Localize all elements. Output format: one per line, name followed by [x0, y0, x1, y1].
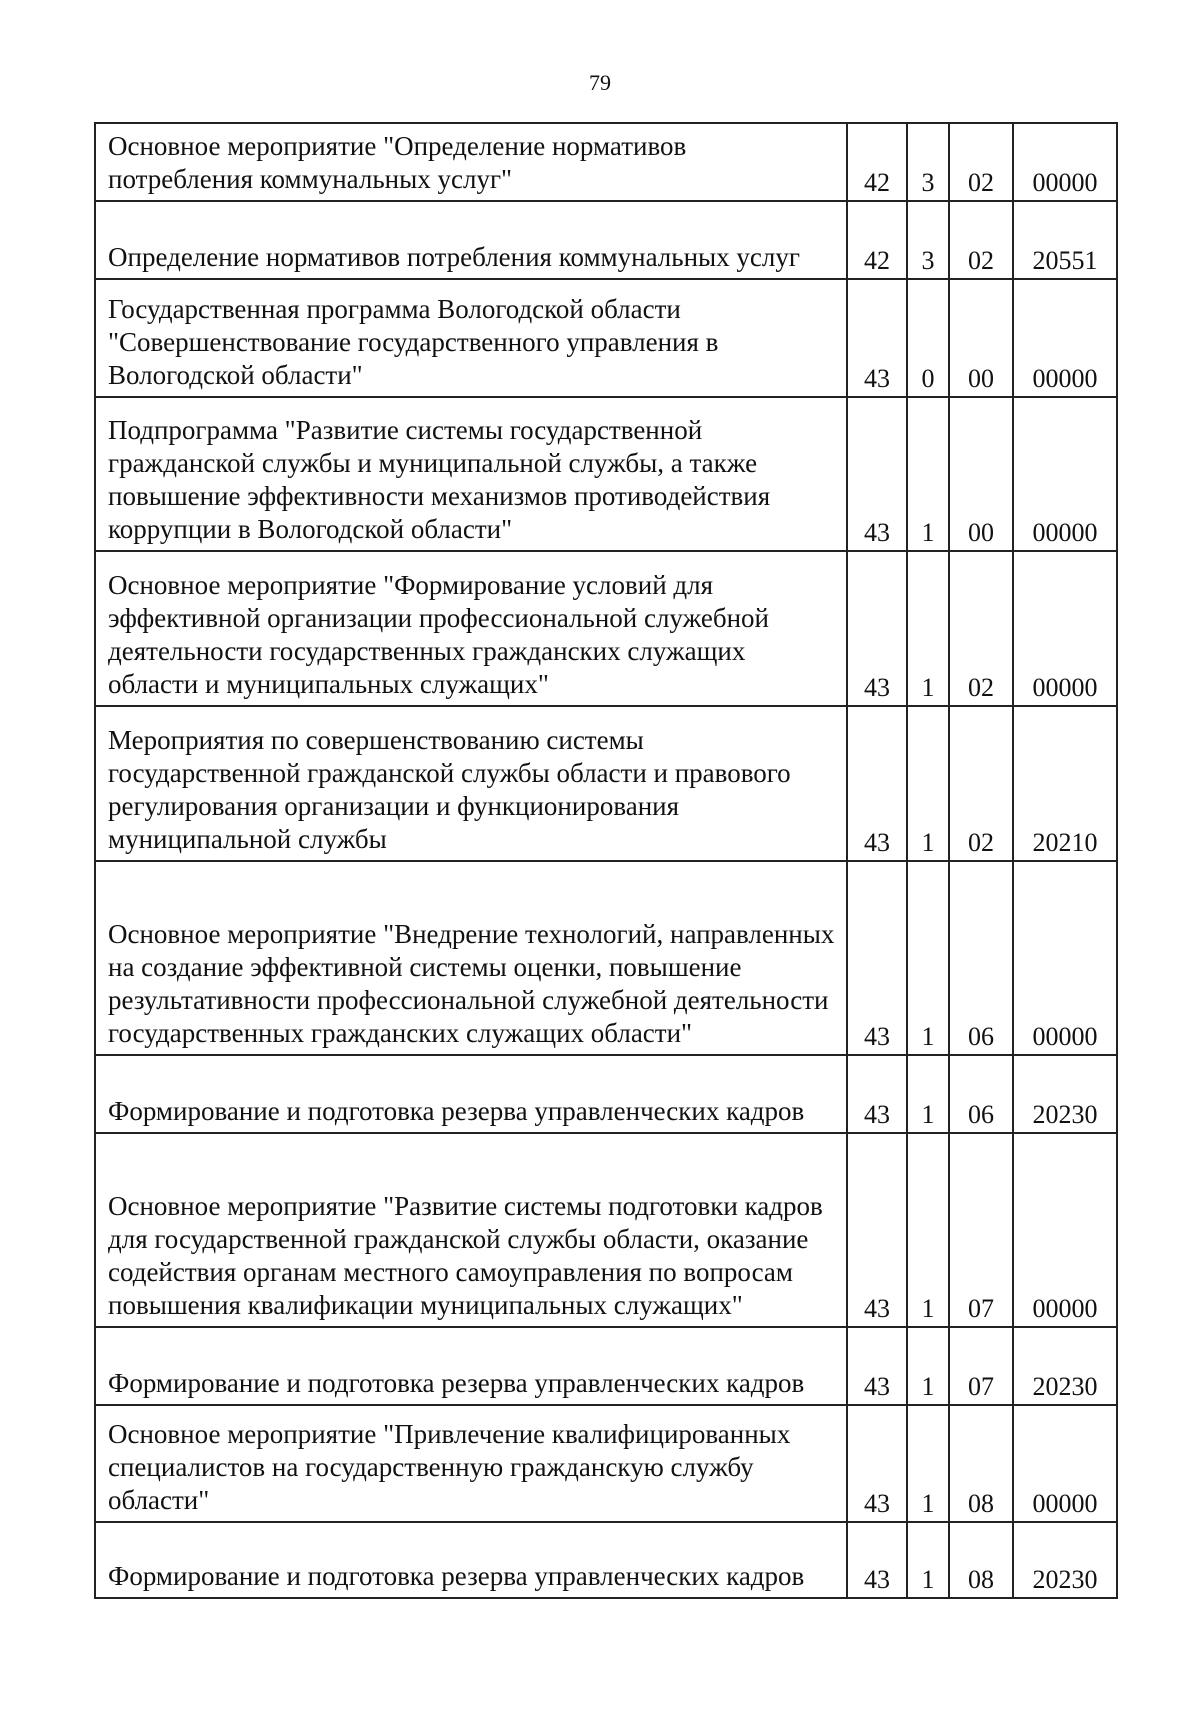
row-description: Основное мероприятие "Определение нормативов потребления коммунальных услуг" — [95, 123, 847, 201]
code-col-2: 1 — [907, 551, 949, 706]
code-col-1: 43 — [847, 279, 907, 397]
row-description: Подпрограмма "Развитие системы государственной гражданской службы и муниципальной службы, а также повышение эффективности механизмов противодействия коррупции в Вологодской области" — [95, 397, 847, 551]
page-number: 79 — [589, 70, 611, 95]
table-row — [95, 279, 1117, 397]
row-description: Основное мероприятие "Формирование условий для эффективной организации профессиональной служебной деятельности государственных гражданских служащих области и муниципальных служащих" — [95, 551, 847, 706]
table-row — [95, 551, 1117, 706]
table-row — [95, 706, 1117, 861]
code-col-2: 1 — [907, 706, 949, 861]
code-col-4: 00000 — [1013, 279, 1117, 397]
code-col-4: 20230 — [1013, 1055, 1117, 1133]
code-col-4: 00000 — [1013, 861, 1117, 1055]
code-col-3: 06 — [949, 861, 1013, 1055]
code-col-1: 43 — [847, 1133, 907, 1327]
code-col-4: 20230 — [1013, 1327, 1117, 1405]
code-col-1: 42 — [847, 201, 907, 279]
code-col-4: 00000 — [1013, 551, 1117, 706]
code-col-3: 00 — [949, 397, 1013, 551]
code-col-2: 1 — [907, 1522, 949, 1598]
code-col-1: 43 — [847, 1327, 907, 1405]
code-col-3: 02 — [949, 551, 1013, 706]
table-row — [95, 397, 1117, 551]
table-row — [95, 1405, 1117, 1522]
table-row — [95, 1055, 1117, 1133]
code-col-4: 20551 — [1013, 201, 1117, 279]
row-description: Мероприятия по совершенствованию системы государственной гражданской службы области и правового регулирования организации и функционирования муниципальной службы — [95, 706, 847, 861]
code-col-2: 1 — [907, 397, 949, 551]
table-row — [95, 861, 1117, 1055]
code-col-3: 06 — [949, 1055, 1013, 1133]
code-col-3: 07 — [949, 1327, 1013, 1405]
code-col-4: 00000 — [1013, 397, 1117, 551]
code-col-3: 08 — [949, 1522, 1013, 1598]
table-row — [95, 201, 1117, 279]
code-col-1: 43 — [847, 397, 907, 551]
table-row — [95, 1133, 1117, 1327]
code-col-3: 02 — [949, 201, 1013, 279]
code-col-4: 00000 — [1013, 1405, 1117, 1522]
table-row — [95, 123, 1117, 201]
code-col-2: 1 — [907, 1055, 949, 1133]
code-col-2: 0 — [907, 279, 949, 397]
code-col-1: 43 — [847, 1405, 907, 1522]
code-col-2: 1 — [907, 1405, 949, 1522]
row-description: Формирование и подготовка резерва управленческих кадров — [95, 1055, 847, 1133]
row-description: Основное мероприятие "Внедрение технологий, направленных на создание эффективной системы оценки, повышение результативности профессиональной служебной деятельности государственных гражданских служащих области" — [95, 861, 847, 1055]
code-col-4: 00000 — [1013, 1133, 1117, 1327]
table-row — [95, 1327, 1117, 1405]
code-col-4: 20230 — [1013, 1522, 1117, 1598]
code-col-2: 3 — [907, 201, 949, 279]
code-col-3: 02 — [949, 706, 1013, 861]
code-col-3: 08 — [949, 1405, 1013, 1522]
code-col-1: 43 — [847, 1522, 907, 1598]
code-col-2: 1 — [907, 1133, 949, 1327]
code-col-3: 07 — [949, 1133, 1013, 1327]
row-description: Формирование и подготовка резерва управленческих кадров — [95, 1327, 847, 1405]
code-col-1: 43 — [847, 861, 907, 1055]
row-description: Основное мероприятие "Развитие системы подготовки кадров для государственной гражданской службы области, оказание содействия органам местного самоуправления по вопросам повышения квалификации муниципальных служащих" — [95, 1133, 847, 1327]
row-description: Основное мероприятие "Привлечение квалифицированных специалистов на государственную гражданскую службу области" — [95, 1405, 847, 1522]
code-col-1: 43 — [847, 706, 907, 861]
code-col-1: 43 — [847, 551, 907, 706]
code-col-4: 00000 — [1013, 123, 1117, 201]
budget-table — [94, 122, 1118, 1599]
code-col-1: 43 — [847, 1055, 907, 1133]
code-col-2: 1 — [907, 1327, 949, 1405]
code-col-2: 3 — [907, 123, 949, 201]
row-description: Определение нормативов потребления коммунальных услуг — [95, 201, 847, 279]
code-col-3: 00 — [949, 279, 1013, 397]
code-col-4: 20210 — [1013, 706, 1117, 861]
table-row — [95, 1522, 1117, 1598]
code-col-2: 1 — [907, 861, 949, 1055]
code-col-3: 02 — [949, 123, 1013, 201]
row-description: Формирование и подготовка резерва управленческих кадров — [95, 1522, 847, 1598]
row-description: Государственная программа Вологодской области "Совершенствование государственного управления в Вологодской области" — [95, 279, 847, 397]
code-col-1: 42 — [847, 123, 907, 201]
